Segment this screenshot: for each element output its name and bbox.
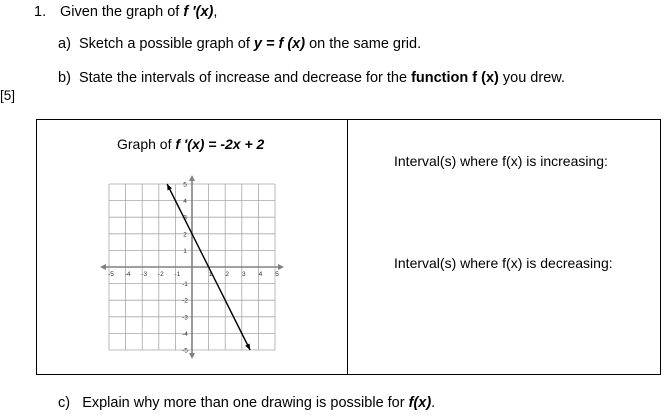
graph-axes — [100, 175, 284, 359]
part-b-label: b) — [58, 70, 71, 86]
y-tick-label: -1 — [182, 281, 188, 289]
question-prompt-prefix: Given the graph of — [60, 4, 184, 20]
x-tick-label: -2 — [157, 271, 164, 278]
y-tick-label: -5 — [182, 347, 188, 355]
y-tick-label: -2 — [182, 297, 188, 305]
part-a-prefix: Sketch a possible graph of — [78, 36, 254, 52]
x-tick-label: 2 — [225, 271, 230, 278]
part-c-function: f(x) — [408, 395, 432, 411]
table-divider — [347, 119, 348, 375]
graph-ticks — [108, 182, 279, 355]
x-tick-label: 3 — [241, 271, 246, 278]
y-tick-label: 1 — [183, 247, 187, 255]
part-a-label: a) — [58, 36, 71, 52]
y-tick-label: 2 — [183, 231, 187, 239]
x-tick-label: -3 — [141, 271, 148, 278]
part-c-prefix: Explain why more than one drawing is possible for — [82, 395, 409, 411]
question-function: f ′(x) — [183, 4, 214, 20]
graph-title-function: f ′(x) = -2x + 2 — [175, 136, 265, 152]
part-a-suffix: on the same grid. — [305, 36, 422, 52]
y-axis-arrow-up — [189, 175, 195, 181]
x-axis-arrow-left — [100, 264, 106, 270]
y-axis-arrow-down — [189, 353, 195, 359]
part-b — [58, 70, 565, 86]
x-tick-label: 1 — [208, 271, 213, 278]
graph-title-prefix: Graph of — [117, 136, 176, 152]
part-a-equation: y = f (x) — [253, 36, 306, 52]
part-c-suffix: . — [431, 395, 436, 411]
y-tick-label: 3 — [183, 214, 187, 222]
x-axis-arrow-right — [278, 264, 284, 270]
marks-value: [5] — [0, 88, 16, 103]
y-tick-label: -4 — [182, 330, 188, 338]
part-c — [58, 395, 435, 411]
part-b-bold-function: function f (x) — [411, 70, 499, 86]
x-tick-label: 5 — [275, 271, 279, 278]
part-c-label: c) — [58, 395, 71, 411]
question-number: 1. — [34, 4, 47, 20]
part-b-prefix: State the intervals of increase and decrease for the — [78, 70, 412, 86]
derivative-graph — [100, 168, 290, 364]
decreasing-interval-label: Interval(s) where f(x) is decreasing: — [394, 255, 613, 271]
part-a — [58, 36, 421, 52]
part-b-suffix: you drew. — [498, 70, 565, 86]
x-tick-label: -5 — [108, 271, 114, 278]
y-tick-label: -3 — [182, 314, 188, 322]
y-tick-label: 5 — [183, 181, 187, 189]
graph-title — [117, 136, 264, 152]
x-tick-label: 4 — [258, 271, 263, 278]
x-tick-label: -4 — [124, 271, 131, 278]
y-tick-label: 4 — [183, 198, 187, 206]
x-tick-label: -1 — [174, 271, 181, 278]
question-prompt-suffix: , — [213, 4, 218, 20]
increasing-interval-label: Interval(s) where f(x) is increasing: — [394, 153, 608, 169]
question-prompt — [60, 4, 217, 20]
